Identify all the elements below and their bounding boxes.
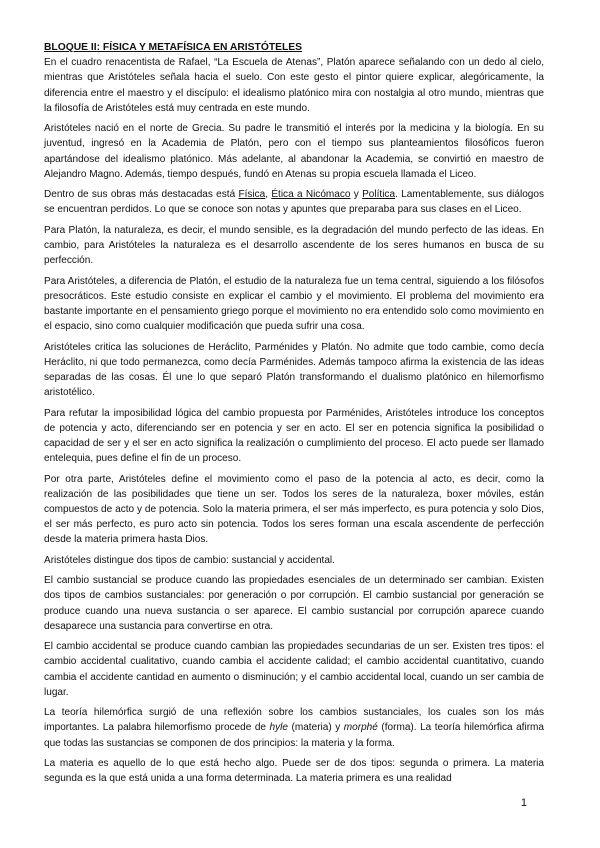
paragraph-nature-study: Para Aristóteles, a diferencia de Platón, el estudio de la naturaleza fue un tema central, siguiendo a los filósofos presocráticos. Este estudio consiste en explicar el cambio y el movimiento. El problema del movimiento era bastante importante en el pensamiento griego porque el movimiento no era entendido solo como movimiento en el espacio, sino como cualquier modificación que pueda sufrir una cosa.: [44, 275, 544, 333]
works-intro-text: Dentro de sus obras más destacadas está: [44, 189, 239, 201]
paragraph-critique: Aristóteles critica las soluciones de Heráclito, Parménides y Platón. No admite que todo cambie, como decía Heráclito, ni que todo permanezca, como decía Parménides. Además tampoco afirma la existencia de las ideas separadas de las cosas. Él une lo que separó Platón transformando el dualismo platónico en hilemorfismo aristotélico.: [44, 341, 544, 399]
work-fisica: Física: [238, 189, 266, 201]
works-outro-text: . Lamentablemente, sus diálogos se encuentran perdidos. Lo que se conoce son notas y apuntes que preparaba para sus clases en el Liceo.: [44, 189, 544, 216]
paragraph-nature-platon: Para Platón, la naturaleza, es decir, el mundo sensible, es la degradación del mundo perfecto de las ideas. En cambio, para Aristóteles la naturaleza es el desarrollo ascendente de los seres humanos en busca de su perfección.: [44, 224, 544, 267]
paragraph-potency-act: Para refutar la imposibilidad lógica del cambio propuesta por Parménides, Aristóteles introduce los conceptos de potencia y acto, diferenciando ser en potencia y ser en acto. El ser en potencia significa la posibilidad o capacidad de ser y el ser en acto significa la realización o cumplimiento del proceso. El acto puede ser llamado entelequia, pues define el fin de un proceso.: [44, 407, 544, 465]
paragraph-hylomorphism: [44, 705, 544, 751]
works-separator-1: ,: [265, 189, 272, 201]
paragraph-movement: Por otra parte, Aristóteles define el movimiento como el paso de la potencia al acto, es decir, como la realización de las posibilidades que tiene un ser. Todos los seres de la naturaleza, boxer móviles, están compuestos de acto y de potencia. Solo la materia primera, el ser más imperfecto, es pura potencia y solo Dios, el ser más perfecto, es puro acto sin potencia. Todos los seres forman una escala ascendente de perfección desde la materia primera hasta Dios.: [44, 473, 544, 546]
paragraph-substantial-change: El cambio sustancial se produce cuando las propiedades esenciales de un determinado ser cambian. Existen dos tipos de cambios sustanciales: por generación o por corrupción. El cambio sustancial por generación se produce cuando una nueva sustancia o ser aparece. El cambio sustancial por corrupción aparece cuando desaparece una sustancia para convertirse en otra.: [44, 575, 544, 632]
paragraph-change-types: Aristóteles distingue dos tipos de cambio: sustancial y accidental.: [44, 554, 335, 566]
work-etica-a-nicomaco: Ética a Nicómaco: [271, 189, 351, 201]
document-page: [44, 40, 544, 792]
term-hyle: hyle: [269, 722, 288, 734]
section-title: BLOQUE II: FÍSICA Y METAFÍSICA EN ARISTÓTELES: [44, 42, 303, 53]
paragraph-works: [44, 187, 544, 217]
paragraph-accidental-change: El cambio accidental se produce cuando cambian las propiedades secundarias de un ser. Existen tres tipos: el cambio accidental cualitativo, cuando cambia el accidente calidad; el cambio accidental cuantitativo, cuando cambia el accidente cantidad en aumento o disminución; y el cambio accidental local, cuando un ser cambia de lugar.: [44, 641, 544, 698]
page-number: 1: [520, 797, 527, 809]
term-morphe: morphé: [343, 722, 378, 734]
work-politica: Política: [362, 189, 396, 201]
hylomorphism-text-1: La teoría hilemórfica surgió de una reflexión sobre los cambios sustanciales, los cuales son los más importantes. La palabra hilemorfismo procede de: [44, 707, 544, 734]
works-separator-2: y: [350, 189, 363, 201]
paragraph-aristotle-biography: Aristóteles nació en el norte de Grecia. Su padre le transmitió el interés por la medicina y la biología. En su juventud, ingresó en la Academia de Platón, pero con el tiempo sus planteamientos filosóficos fueron apartándose del idealismo platónico. Más adelante, al abandonar la Academia, se convirtió en maestro de Alejandro Magno. Además, tiempo después, fundó en Atenas su propia escuela llamada el Liceo.: [44, 123, 544, 180]
paragraph-matter: La materia es aquello de lo que está hecho algo. Puede ser de dos tipos: segunda o primera. La materia segunda es la que está unida a una forma determinada. La materia primera es una realidad: [44, 757, 544, 785]
hylomorphism-text-3: (forma). La teoría hilemórfica afirma que todas las sustancias se componen de dos principios: la materia y la forma.: [44, 722, 544, 749]
hylomorphism-text-2: (materia) y: [287, 722, 344, 734]
paragraph-rafael-painting: En el cuadro renacentista de Rafael, “La Escuela de Atenas”, Platón aparece señalando con un dedo al cielo, mientras que Aristóteles señala hacia el suelo. Con este gesto el pintor quiere explicar, alegóricamente, la diferencia entre el maestro y el discípulo: el idealismo platónico mira con nostalgia al otro mundo, mientras que la filosofía de Aristóteles está muy centrada en este mundo.: [44, 57, 544, 114]
